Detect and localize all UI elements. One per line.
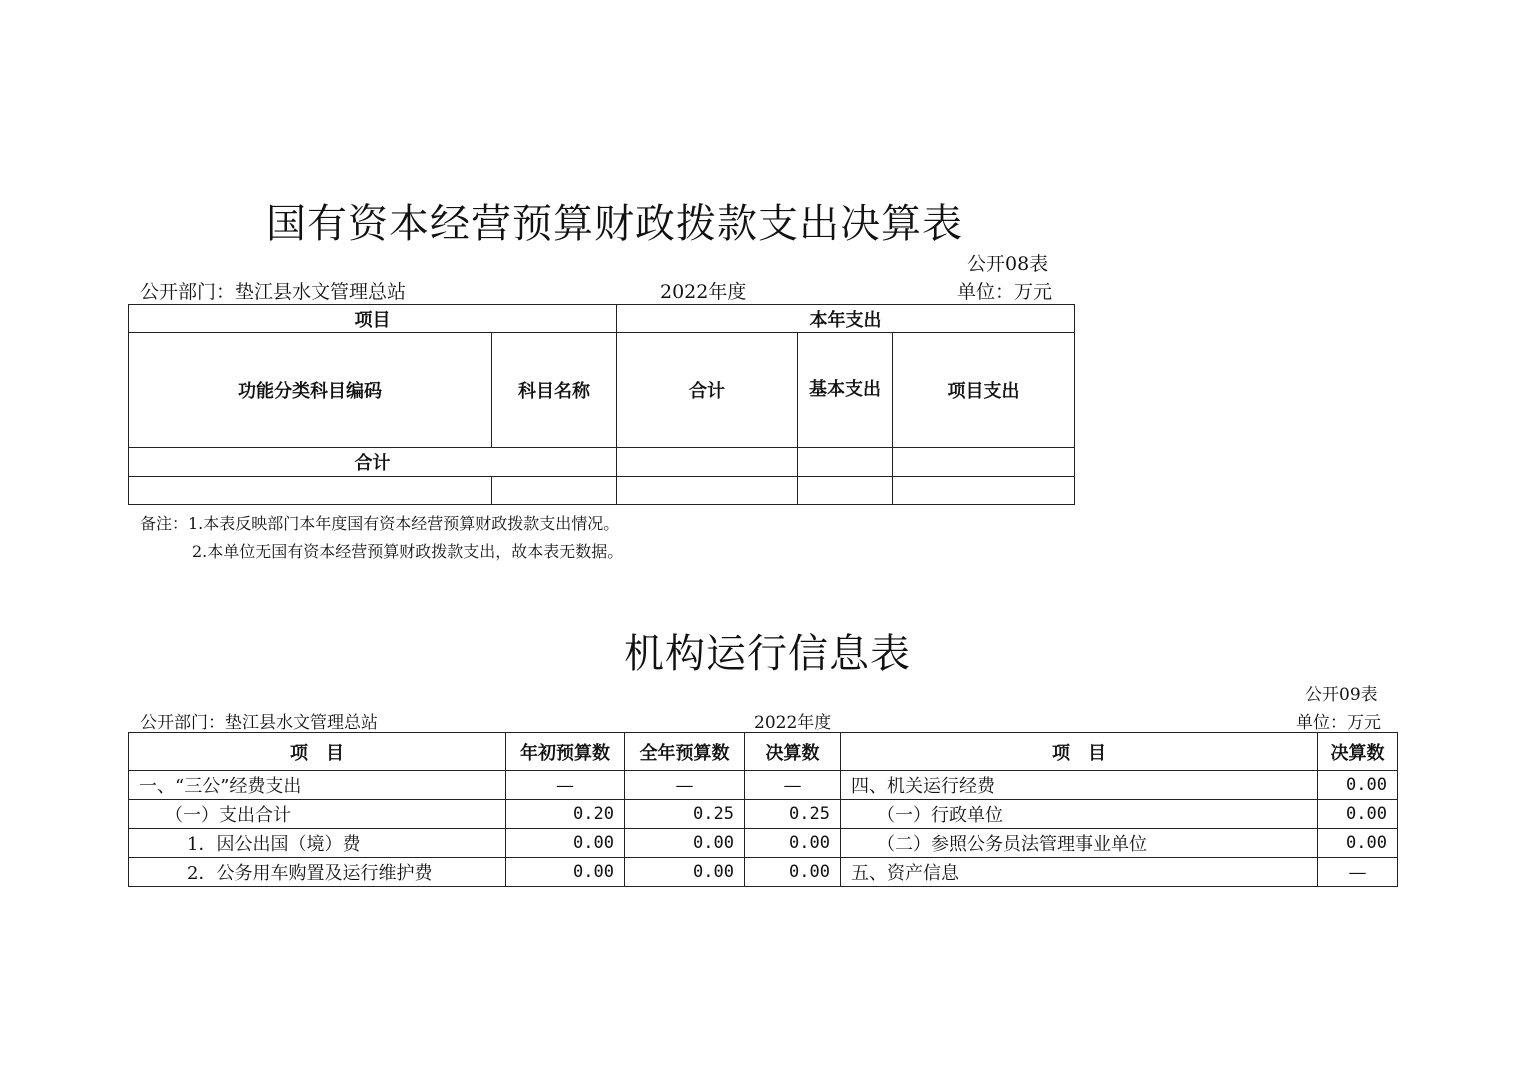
row-value: 0.00 bbox=[506, 829, 625, 858]
table08-title: 国有资本经营预算财政拨款支出决算表 bbox=[266, 201, 963, 247]
row-item: （一）行政单位 bbox=[841, 800, 1318, 829]
row-value: 0.00 bbox=[506, 858, 625, 887]
header-item: 项目 bbox=[129, 305, 617, 333]
table09-unit: 单位：万元 bbox=[1296, 713, 1381, 733]
table-row bbox=[129, 858, 1398, 887]
row-value: — bbox=[506, 771, 625, 800]
row-value: 0.00 bbox=[745, 829, 841, 858]
table09-form-no: 公开09表 bbox=[1305, 685, 1378, 705]
row-value: — bbox=[745, 771, 841, 800]
row-value: — bbox=[625, 771, 745, 800]
empty-cell bbox=[798, 477, 893, 505]
row-item: 1．因公出国（境）费 bbox=[129, 829, 506, 858]
table08 bbox=[128, 304, 1075, 505]
col-total: 合计 bbox=[617, 333, 798, 448]
row-value: 0.00 bbox=[1318, 771, 1398, 800]
row-total-cell bbox=[893, 448, 1075, 477]
row-value: 0.00 bbox=[1318, 829, 1398, 858]
row-total-cell bbox=[798, 448, 893, 477]
table08-note-2: 2.本单位无国有资本经营预算财政拨款支出，故本表无数据。 bbox=[192, 542, 624, 561]
row-item: 五、资产信息 bbox=[841, 858, 1318, 887]
empty-cell bbox=[129, 477, 492, 505]
header-cell: 决算数 bbox=[745, 733, 841, 771]
row-value: 0.20 bbox=[506, 800, 625, 829]
table09-year: 2022年度 bbox=[754, 713, 832, 733]
table09 bbox=[128, 732, 1398, 887]
header-expense: 本年支出 bbox=[617, 305, 1075, 333]
table08-form-no: 公开08表 bbox=[967, 253, 1049, 275]
col-basic: 基本支出 bbox=[798, 333, 893, 448]
header-cell: 年初预算数 bbox=[506, 733, 625, 771]
table09-title: 机构运行信息表 bbox=[624, 631, 911, 677]
table-row bbox=[129, 771, 1398, 800]
row-item: 一、“三公”经费支出 bbox=[129, 771, 506, 800]
col-code: 功能分类科目编码 bbox=[129, 333, 492, 448]
header-cell: 全年预算数 bbox=[625, 733, 745, 771]
col-name: 科目名称 bbox=[492, 333, 617, 448]
empty-cell bbox=[617, 477, 798, 505]
table09-department: 公开部门：垫江县水文管理总站 bbox=[140, 713, 378, 733]
table08-department: 公开部门：垫江县水文管理总站 bbox=[140, 281, 407, 303]
header-cell: 项 目 bbox=[841, 733, 1318, 771]
table-row bbox=[129, 800, 1398, 829]
row-value: 0.00 bbox=[625, 829, 745, 858]
empty-cell bbox=[492, 477, 617, 505]
row-value: 0.00 bbox=[745, 858, 841, 887]
row-item: （二）参照公务员法管理事业单位 bbox=[841, 829, 1318, 858]
table-row bbox=[129, 829, 1398, 858]
row-value: 0.00 bbox=[625, 858, 745, 887]
row-value: — bbox=[1318, 858, 1398, 887]
row-value: 0.25 bbox=[745, 800, 841, 829]
empty-cell bbox=[893, 477, 1075, 505]
row-total-cell bbox=[617, 448, 798, 477]
table08-unit: 单位：万元 bbox=[957, 281, 1053, 303]
table08-note-1: 备注：1.本表反映部门本年度国有资本经营预算财政拨款支出情况。 bbox=[140, 514, 620, 533]
row-item: 2．公务用车购置及运行维护费 bbox=[129, 858, 506, 887]
row-value: 0.00 bbox=[1318, 800, 1398, 829]
row-item: 四、机关运行经费 bbox=[841, 771, 1318, 800]
row-item: （一）支出合计 bbox=[129, 800, 506, 829]
col-project: 项目支出 bbox=[893, 333, 1075, 448]
table08-year: 2022年度 bbox=[660, 281, 747, 303]
header-cell: 项 目 bbox=[129, 733, 506, 771]
header-cell: 决算数 bbox=[1318, 733, 1398, 771]
row-total-label: 合计 bbox=[129, 448, 617, 477]
row-value: 0.25 bbox=[625, 800, 745, 829]
